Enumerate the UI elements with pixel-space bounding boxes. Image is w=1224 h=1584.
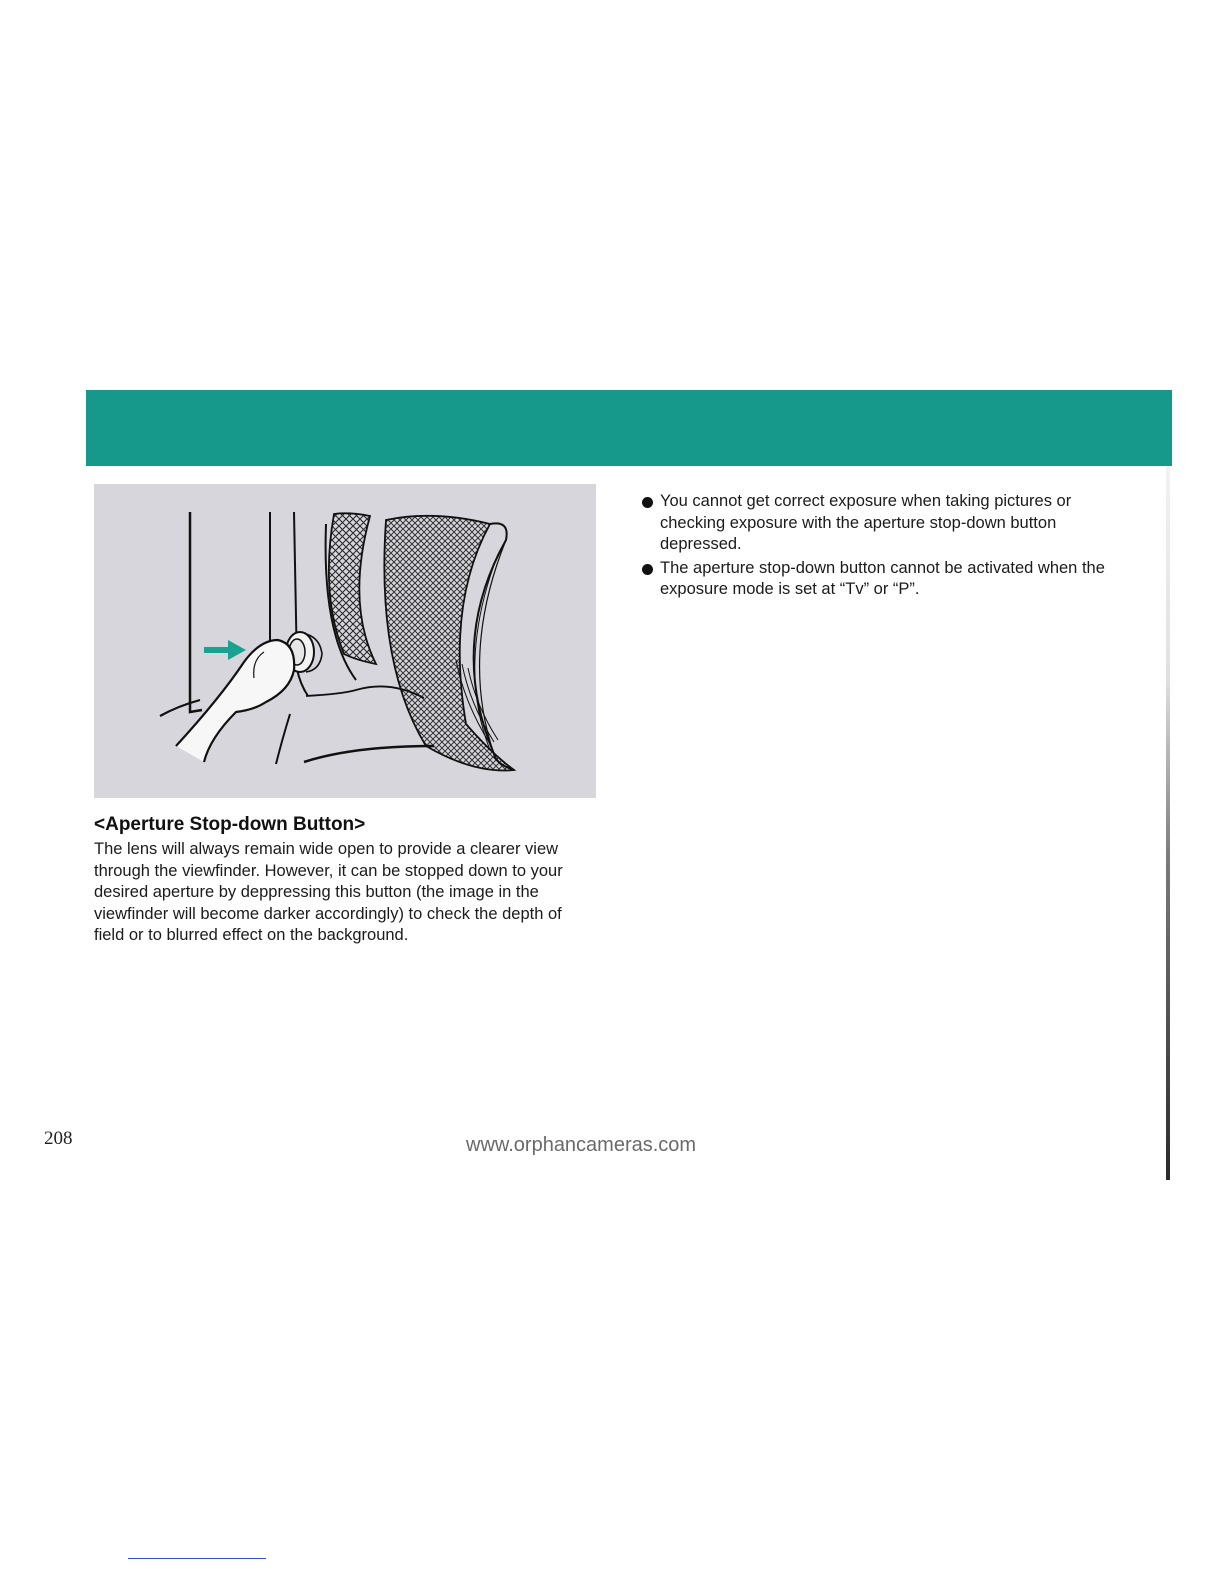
caption-title: <Aperture Stop-down Button> xyxy=(94,814,366,835)
note-text: The aperture stop-down button cannot be activated when the exposure mode is set at “Tv” or “P”. xyxy=(660,558,1105,598)
caption-section xyxy=(94,813,584,947)
notes-list xyxy=(640,491,1140,603)
note-item xyxy=(640,558,1140,601)
caption-body: The lens will always remain wide open to provide a clearer view through the viewfinder. However, it can be stopped down to your desired aperture by deppressing this button (the image in the viewfinder will become darker accordingly) to check the depth of field or to blurred effect on the background. xyxy=(94,840,563,944)
bullet-icon xyxy=(642,564,653,575)
note-text: You cannot get correct exposure when taking pictures or checking exposure with the aperture stop-down button depressed. xyxy=(660,492,1072,553)
bullet-icon xyxy=(642,497,653,508)
bottom-rule xyxy=(128,1558,266,1559)
page-number: 208 xyxy=(44,1128,73,1149)
header-band xyxy=(86,390,1172,466)
website-link[interactable]: www.orphancameras.com xyxy=(466,1134,697,1156)
arrow-right-icon xyxy=(204,640,246,660)
note-item xyxy=(640,491,1140,556)
page-edge-shadow xyxy=(1166,466,1170,1180)
camera-lens-illustration-icon xyxy=(94,484,596,798)
camera-lens-illustration xyxy=(94,484,596,798)
